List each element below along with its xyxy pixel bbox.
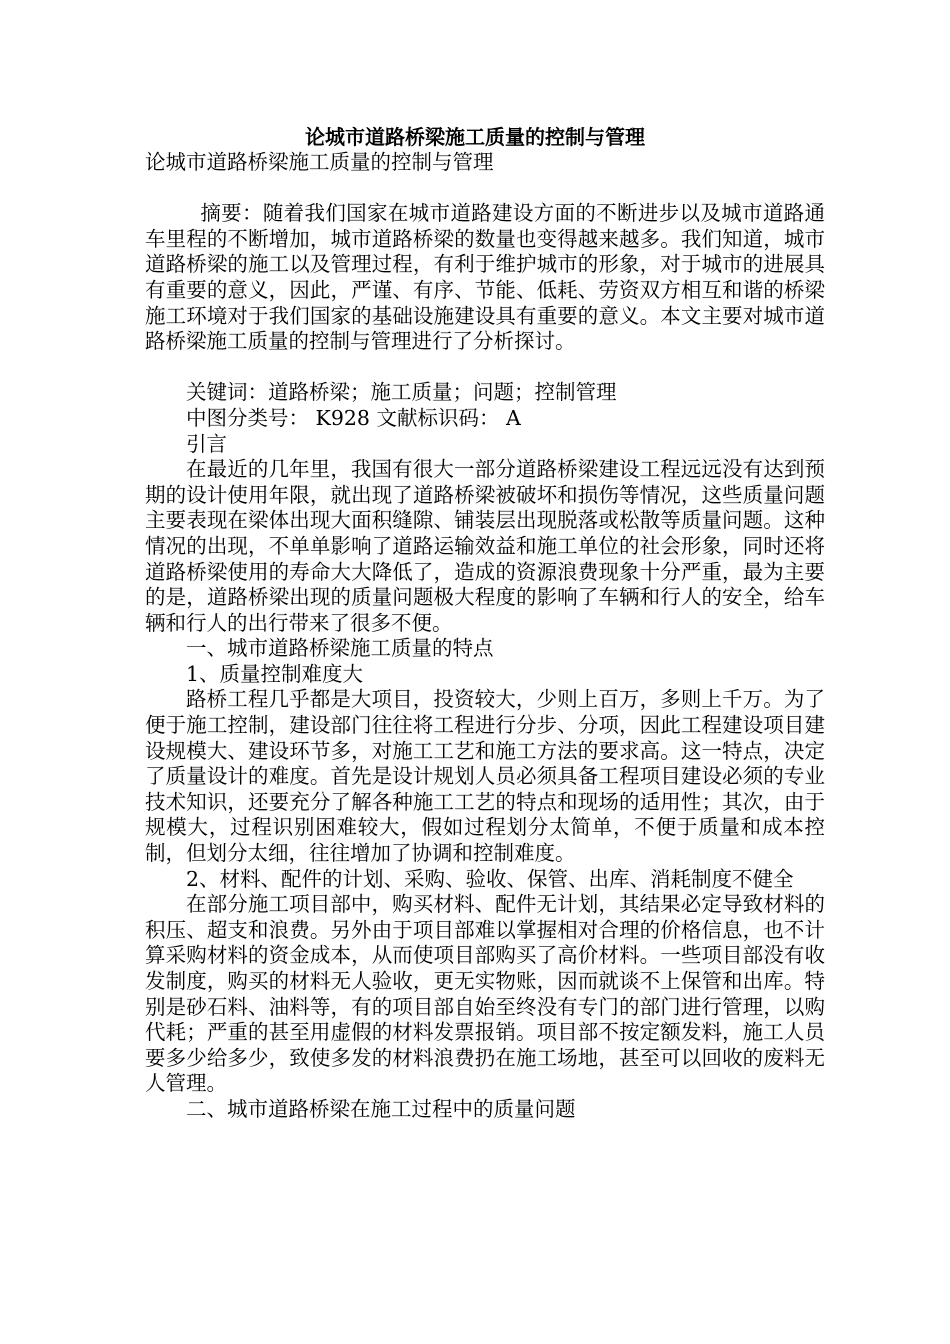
section-heading: 一、城市道路桥梁施工质量的特点 <box>186 636 494 661</box>
intro-paragraph: 在最近的几年里，我国有很大一部分道路桥梁建设工程远远没有达到预期的设计使用年限，就出现了道路桥梁被破坏和损伤等情况，这些质量问题主要表现在梁体出现大面积缝隙、铺装层出现脱落或松散等质量问题。这种情况的出现，不单单影响了道路运输效益和施工单位的社会形象，同时还将道路桥梁使用的寿命大大降低了，造成的资源浪费现象十分严重，最为主要的是，道路桥梁出现的质量问题极大程度的影响了车辆和行人的安全，给车辆和行人的出行带来了很多不便。 <box>145 457 825 635</box>
subsection-heading: 1、质量控制难度大 <box>186 661 364 686</box>
blank-line <box>145 355 825 381</box>
abstract-paragraph: 摘要：随着我们国家在城市道路建设方面的不断进步以及城市道路通车里程的不断增加，城市道路桥梁的数量也变得越来越多。我们知道，城市道路桥梁的施工以及管理过程，有利于维护城市的形象，对于城市的进展具有重要的意义，因此，严谨、有序、节能、低耗、劳资双方相互和谐的桥梁施工环境对于我们国家的基础设施建设具有重要的意义。本文主要对城市道路桥梁施工质量的控制与管理进行了分析探讨。 <box>145 201 825 354</box>
subsection-heading: 2、材料、配件的计划、采购、验收、保管、出库、消耗制度不健全 <box>186 866 794 891</box>
document-title: 论城市道路桥梁施工质量的控制与管理 <box>305 125 645 149</box>
intro-heading: 引言 <box>186 431 227 456</box>
keywords-line: 关键词：道路桥梁；施工质量；问题；控制管理 <box>186 380 617 405</box>
section-heading: 二、城市道路桥梁在施工过程中的质量问题 <box>186 1096 576 1121</box>
document-subtitle: 论城市道路桥梁施工质量的控制与管理 <box>145 150 494 174</box>
blank-line <box>145 176 825 202</box>
document-body <box>145 150 825 1123</box>
body-paragraph: 路桥工程几乎都是大项目，投资较大，少则上百万，多则上千万。为了便于施工控制，建设部门往往将工程进行分步、分项，因此工程建设项目建设规模大、建设环节多，对施工工艺和施工方法的要求高。这一特点，决定了质量设计的难度。首先是设计规划人员必须具备工程项目建设必须的专业技术知识，还要充分了解各种施工工艺的特点和现场的适用性；其次，由于规模大，过程识别困难较大，假如过程划分太简单，不便于质量和成本控制，但划分太细，往往增加了协调和控制难度。 <box>145 687 825 866</box>
classification-line: 中图分类号： K928 文献标识码： A <box>186 405 521 430</box>
body-paragraph: 在部分施工项目部中，购买材料、配件无计划，其结果必定导致材料的积压、超支和浪费。另外由于项目部难以掌握相对合理的价格信息，也不计算采购材料的资金成本，从而使项目部购买了高价材料。一些项目部没有收发制度，购买的材料无人验收，更无实物账，因而就谈不上保管和出库。特别是砂石料、油料等，有的项目部自始至终没有专门的部门进行管理，以购代耗；严重的甚至用虚假的材料发票报销。项目部不按定额发料，施工人员要多少给多少，致使多发的材料浪费扔在施工场地，甚至可以回收的废料无人管理。 <box>145 892 825 1096</box>
